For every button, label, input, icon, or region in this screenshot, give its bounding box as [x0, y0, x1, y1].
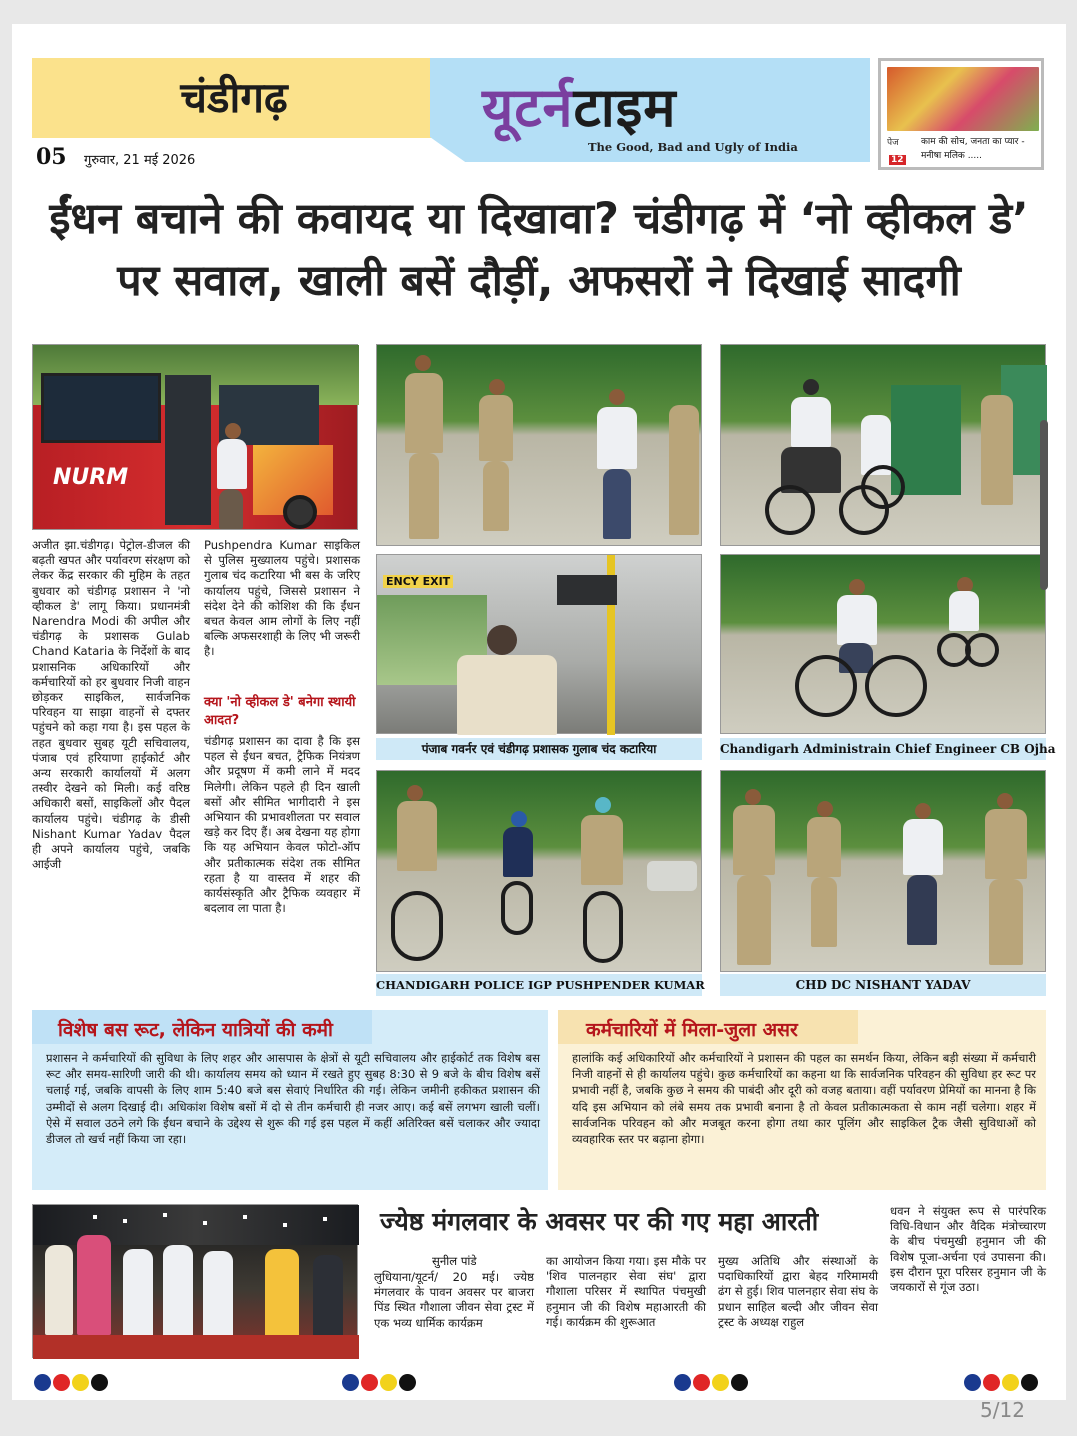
story2-column-4: धवन ने संयुक्त रूप से पारंपरिक विधि-विधान और वैदिक मंत्रोच्चारण के बीच पंचमुखी हनुमान जी की विशेष पूजा-अर्चना एवं उपासना की। इस दौरान पूरा परिसर हनुमान जी के जयकारों से गूंज उठा। [890, 1204, 1046, 1295]
box-right-title: कर्मचारियों में मिला-जुला असर [586, 1019, 798, 1041]
scrollbar-thumb[interactable] [1040, 420, 1048, 590]
register-dot [731, 1374, 748, 1391]
register-dot [72, 1374, 89, 1391]
registration-marks-4 [964, 1374, 1040, 1392]
registration-marks-1 [34, 1374, 110, 1392]
city-banner [32, 58, 436, 138]
caption-engineer: Chandigarh Administrain Chief Engineer CB Ojha [720, 738, 1046, 760]
newspaper-logo [482, 68, 862, 142]
photo-dc-walking [720, 770, 1046, 972]
story2-headline: ज्येष्ठ मंगलवार के अवसर पर की गए महा आरती [380, 1207, 819, 1236]
story2-column-2: का आयोजन किया गया। इस मौके पर 'शिव पालनहार सेवा संघ' द्वारा गौशाला परिसर में स्थापित पंचमुखी हनुमान जी की विशेष महाआरती की गई। कार्यक्रम की शुरूआत [546, 1254, 706, 1329]
photo-inside-bus [376, 554, 702, 734]
photo-motorcycle [720, 344, 1046, 546]
photo-maha-aarti [32, 1204, 358, 1358]
box-left-title: विशेष बस रूट, लेकिन यात्रियों की कमी [58, 1019, 333, 1041]
photo-bus [32, 344, 358, 530]
caption-governor: पंजाब गवर्नर एवं चंडीगढ़ प्रशासक गुलाब चंद कटारिया [376, 738, 702, 760]
main-headline: ईंधन बचाने की कवायद या दिखावा? चंडीगढ़ में ‘नो व्हीकल डे’ पर सवाल, खाली बसें दौड़ीं, अफसरों ने दिखाई सादगी [49, 194, 1029, 306]
register-dot [983, 1374, 1000, 1391]
story2-column-3: मुख्य अतिथि और संस्थाओं के पदाधिकारियों द्वारा बेहद गरिमामयी ढंग से हुई। शिव पालनहार सेवा संघ के प्रधान साहिल बल्दी और जीवन सेवा ट्रस्ट के अध्यक्ष राहुल [718, 1254, 878, 1329]
register-dot [1002, 1374, 1019, 1391]
brand-part-2: टाइम [573, 76, 677, 139]
bus-logo: NURM [53, 465, 129, 490]
photo-officers-walking [376, 344, 702, 546]
caption-dc: CHD DC NISHANT YADAV [720, 974, 1046, 996]
register-dot [361, 1374, 378, 1391]
caption-igp: CHANDIGARH POLICE IGP PUSHPENDER KUMAR [376, 974, 702, 996]
story2-column-1: लुधियाना/यूटर्न/ 20 मई। ज्येष्ठ मंगलवार के पावन अवसर पर बाजरा पिंड स्थित गौशाला जीवन सेवा ट्रस्ट में एक भव्य धार्मिक कार्यक्रम [374, 1270, 534, 1330]
newspaper-page [12, 24, 1066, 1422]
box-mixed-impact [558, 1010, 1046, 1190]
box-right-text: हालांकि कई अधिकारियों और कर्मचारियों ने प्रशासन की पहल का समर्थन किया, लेकिन बड़ी संख्या में कर्मचारी निजी वाहनों से ही कार्यालय पहुंचे। कुछ कर्मचारियों का कहना था कि सार्वजनिक परिवहन की सुविधा हर रूट पर प्रभावी नहीं है, जबकि कुछ ने समय की पाबंदी और दूरी को वजह बताया। वहीं पर्यावरण प्रेमियों का मानना है कि यदि इस अभियान को लंबे समय तक प्रभावी बनाना है तो केवल प्रतीकात्मकता से काम नहीं चलेगा। शहर में सार्वजनिक परिवहन को और मजबूत करना होगा तथा कार पूलिंग और साइकिल ट्रैक जैसी सुविधाओं को व्यवहारिक स्तर पर बढ़ाना होगा। [572, 1051, 1036, 1147]
photo-igp-cycling [376, 770, 702, 972]
page-teaser[interactable] [878, 58, 1044, 170]
register-dot [712, 1374, 729, 1391]
photo-engineer-cycling [720, 554, 1046, 734]
tagline: The Good, Bad and Ugly of India [588, 140, 798, 154]
article-subhead: क्या 'नो व्हीकल डे' बनेगा स्थायी आदत? [204, 695, 356, 728]
dateline: गुरुवार, 21 मई 2026 [84, 153, 196, 168]
register-dot [53, 1374, 70, 1391]
article-column-1: अजीत झा.चंडीगढ़। पेट्रोल-डीजल की बढ़ती खपत और पर्यावरण संरक्षण को लेकर केंद्र सरकार की मुहिम के तहत बुधवार को चंडीगढ़ प्रशासन ने 'नो व्हीकल डे' लागू किया। प्रधानमंत्री Narendra Modi की अपील और चंडीगढ़ के प्रशासक Gulab Chand Kataria के निर्देशों के बाद प्रशासनिक अधिकारियों और कर्मचारियों को हर बुधवार निजी वाहन छोड़कर साइकिल, सार्वजनिक परिवहन या साझा वाहनों से दफ्तर पहुंचने को कहा गया है। इस पहल के तहत बुधवार सुबह यूटी सचिवालय, पंजाब एवं हरियाणा हाईकोर्ट और अन्य सरकारी कार्यालयों में अलग तस्वीर देखने को मिली। कई वरिष्ठ अधिकारी बसों, साइकिलों और पैदल कार्यालय पहुंचे। चंडीगढ़ के डीसी Nishant Kumar Yadav पैदल ही अपने कार्यालय पहुंचे, जबकि आईजी [32, 538, 190, 872]
register-dot [34, 1374, 51, 1391]
teaser-label: पेज [887, 138, 899, 148]
register-dot [693, 1374, 710, 1391]
register-dot [399, 1374, 416, 1391]
registration-marks-2 [342, 1374, 418, 1392]
teaser-photo [887, 67, 1039, 131]
article-column-2a: Pushpendra Kumar साइकिल से पुलिस मुख्यालय पहुंचे। प्रशासक गुलाब चंद कटारिया भी बस के जरिए कार्यालय पहुंचे, जिससे प्रशासन ने संदेश देने की कोशिश की कि ईंधन बचत केवल आम लोगों के लिए नहीं बल्कि अफसरशाही के लिए भी जरूरी है। [204, 538, 360, 659]
box-left-text: प्रशासन ने कर्मचारियों की सुविधा के लिए शहर और आसपास के क्षेत्रों से यूटी सचिवालय और हाईकोर्ट तक विशेष बस रूट और समय-सारिणी जारी की थी। कार्यालय समय को ध्यान में रखते हुए सुबह 8:30 से 9 बजे के बीच विशेष बसें चलाई गई, जबकि वापसी के लिए शाम 5:40 बजे बस सेवाएं निर्धारित की गई। लेकिन जमीनी हकीकत प्रशासन की उम्मीदों से अलग दिखाई दी। अधिकांश विशेष बसों में दो से तीन कर्मचारी ही नजर आए। कई बसें लगभग खाली चलीं। ऐसे में सवाल उठने लगे कि ईंधन बचाने के उद्देश्य से शुरू की गई इस पहल में कहीं अतिरिक्त बसें चलाकर और ज्यादा डीजल तो खर्च नहीं किया जा रहा। [46, 1051, 540, 1147]
register-dot [342, 1374, 359, 1391]
city-name: चंडीगढ़ [180, 73, 288, 122]
page-number: 05 [36, 144, 67, 170]
story2-byline: सुनील पांडे [432, 1254, 477, 1268]
teaser-page-number: 12 [891, 155, 904, 165]
page-counter: 5/12 [980, 1398, 1025, 1422]
teaser-text: काम की सोच, जनता का प्यार - मनीषा मलिक ..... [921, 137, 1025, 161]
register-dot [91, 1374, 108, 1391]
register-dot [1021, 1374, 1038, 1391]
emergency-exit-sign: ENCY EXIT [383, 575, 453, 588]
registration-marks-3 [674, 1374, 750, 1392]
register-dot [380, 1374, 397, 1391]
register-dot [964, 1374, 981, 1391]
brand-part-1: यूटर्न [482, 76, 574, 139]
register-dot [674, 1374, 691, 1391]
box-special-bus-routes [32, 1010, 548, 1190]
article-column-2b: चंडीगढ़ प्रशासन का दावा है कि इस पहल से ईंधन बचत, ट्रैफिक नियंत्रण और प्रदूषण में कमी लाने में मदद मिलेगी। लेकिन पहले ही दिन खाली बसों और सीमित भागीदारी ने इस अभियान की प्रभावशीलता पर सवाल खड़े कर दिए हैं। अब देखना यह होगा कि यह अभियान केवल फोटो-ऑप और प्रतीकात्मक संदेश तक सीमित रहता है या वास्तव में शहर की कार्यसंस्कृति और ट्रैफिक व्यवहार में बदलाव ला पाता है। [204, 734, 360, 916]
